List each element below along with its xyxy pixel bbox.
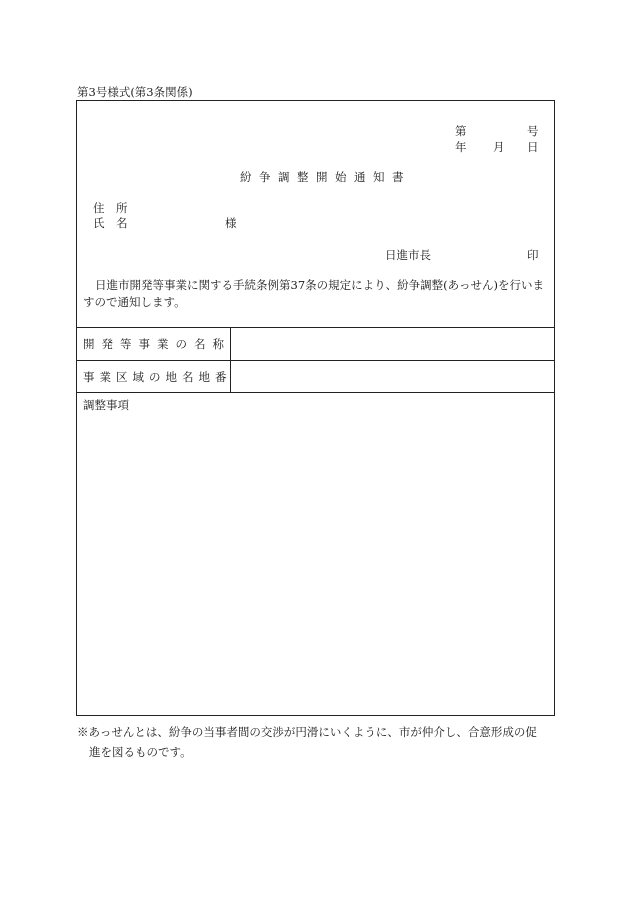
footnote (77, 722, 557, 762)
honorific-label: 様 (225, 216, 237, 230)
mayor-label: 日進市長 (385, 248, 431, 262)
notice-form-frame (76, 100, 555, 716)
table-divider-bottom (77, 392, 554, 393)
table-divider-middle (77, 360, 554, 361)
date-day: 日 (527, 140, 539, 154)
date-month: 月 (493, 140, 505, 154)
footnote-line-2: 進を図るものです。 (89, 745, 192, 759)
address-label: 住 所 (93, 201, 128, 215)
number-suffix: 号 (527, 124, 539, 138)
project-site-label: 事業区域の地名地番 (83, 370, 232, 384)
notice-body-text: 日進市開発等事業に関する手続条例第37条の規定により、紛争調整(あっせん)を行いますので通知します。 (83, 278, 544, 309)
footnote-line-1: ※あっせんとは、紛争の当事者間の交渉が円滑にいくように、市が仲介し、合意形成の促 (77, 725, 537, 739)
project-name-label: 開発等事業の名称 (83, 337, 231, 351)
name-label: 氏 名 (93, 216, 128, 230)
table-divider-top (77, 327, 554, 328)
number-prefix: 第 (455, 124, 467, 138)
form-number-label: 第3号様式(第3条関係) (77, 85, 193, 99)
seal-label: 印 (527, 248, 539, 262)
adjustment-items-label: 調整事項 (83, 398, 129, 412)
date-year: 年 (455, 140, 467, 154)
document-title: 紛争調整開始通知書 (240, 170, 411, 184)
